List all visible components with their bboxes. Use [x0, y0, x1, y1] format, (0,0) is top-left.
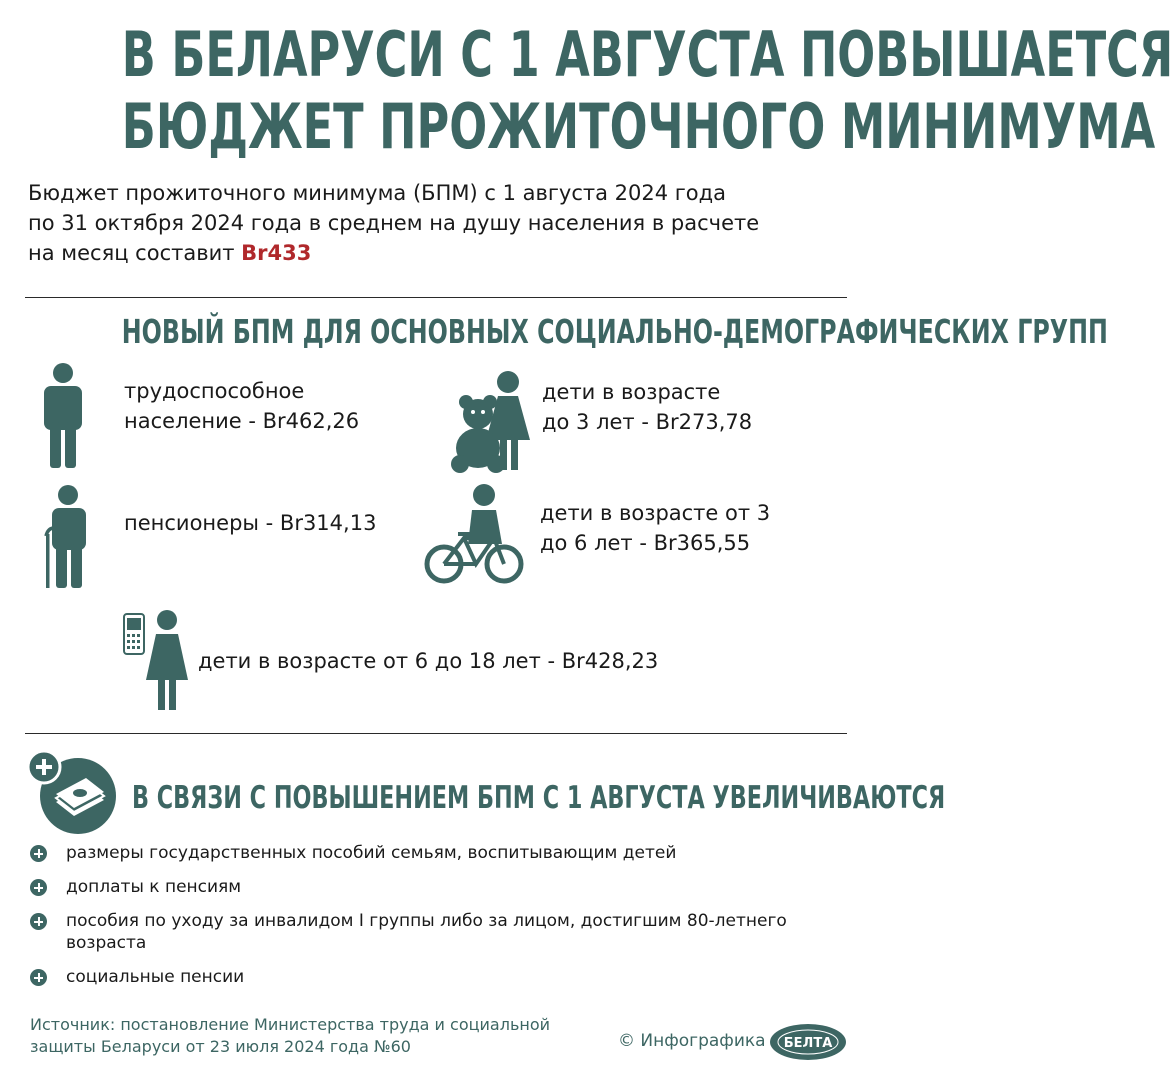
- source-note: [30, 1014, 590, 1058]
- group-pensioners-line1: пенсионеры - Br314,13: [124, 511, 377, 535]
- intro-line3-prefix: на месяц составит: [28, 241, 242, 265]
- group-children-under-3-line2: до 3 лет - Br273,78: [542, 410, 753, 434]
- group-working-age-line1: трудоспособное: [124, 379, 305, 403]
- intro-line1: Бюджет прожиточного минимума (БПМ) с 1 августа 2024 года: [28, 181, 727, 205]
- divider-top: [25, 297, 847, 298]
- group-children-3-to-6: [540, 498, 770, 558]
- list-item-text: размеры государственных пособий семьям, воспитывающим детей: [66, 843, 677, 863]
- intro-line2: по 31 октября 2024 года в среднем на душу населения в расчете: [28, 211, 760, 235]
- list-item: [30, 876, 840, 898]
- adult-person-icon: [38, 362, 88, 470]
- intro-text: [28, 178, 848, 268]
- increase-list: [30, 842, 840, 1000]
- group-children-under-3-line1: дети в возрасте: [542, 380, 721, 404]
- list-item-text: доплаты к пенсиям: [66, 877, 242, 897]
- child-with-teddy-bear-icon: [448, 368, 538, 476]
- main-title-line1: В БЕЛАРУСИ С 1 АВГУСТА ПОВЫШАЕТСЯ: [121, 18, 1173, 91]
- group-children-3-to-6-line1: дети в возрасте от 3: [540, 501, 771, 525]
- group-children-6-to-18: [198, 646, 658, 676]
- group-children-3-to-6-line2: до 6 лет - Br365,55: [540, 531, 751, 555]
- plus-bullet-icon: [30, 845, 47, 862]
- belta-logo: [768, 1022, 848, 1066]
- list-item-text: пособия по уходу за инвалидом I группы либо за лицом, достигшим 80-летнего возраста: [66, 911, 787, 953]
- plus-bullet-icon: [30, 969, 47, 986]
- group-working-age: [124, 376, 359, 436]
- list-item: [30, 966, 840, 988]
- intro-amount: Br433: [241, 241, 312, 265]
- groups-section-title: НОВЫЙ БПМ ДЛЯ ОСНОВНЫХ СОЦИАЛЬНО-ДЕМОГРАФИЧЕСКИХ ГРУПП: [121, 312, 1108, 351]
- infographic-credit: © Инфографика: [618, 1031, 766, 1051]
- group-children-under-3: [542, 377, 752, 437]
- group-children-6-to-18-line1: дети в возрасте от 6 до 18 лет - Br428,23: [198, 649, 659, 673]
- plus-bullet-icon: [30, 879, 47, 896]
- money-plus-icon: [24, 748, 124, 838]
- list-item: [30, 842, 840, 864]
- group-working-age-line2: население - Br462,26: [124, 409, 360, 433]
- increase-section-title: В СВЯЗИ С ПОВЫШЕНИЕМ БПМ С 1 АВГУСТА УВЕЛИЧИВАЮТСЯ: [132, 780, 946, 816]
- pensioner-with-cane-icon: [42, 484, 92, 590]
- group-pensioners: [124, 508, 376, 538]
- list-item: [30, 910, 840, 954]
- plus-bullet-icon: [30, 913, 47, 930]
- divider-bottom: [25, 733, 847, 734]
- belta-logo-text: БЕЛТА: [783, 1036, 833, 1051]
- source-line1: Источник: постановление Министерства труда и социальной: [30, 1015, 551, 1034]
- intro-line3: [28, 238, 848, 268]
- list-item-text: социальные пенсии: [66, 967, 245, 987]
- source-line2: защиты Беларуси от 23 июля 2024 года №60: [30, 1037, 411, 1056]
- main-title-line2: БЮДЖЕТ ПРОЖИТОЧНОГО МИНИМУМА: [121, 90, 1156, 163]
- child-on-bicycle-icon: [424, 482, 524, 590]
- teen-with-phone-icon: [122, 610, 192, 712]
